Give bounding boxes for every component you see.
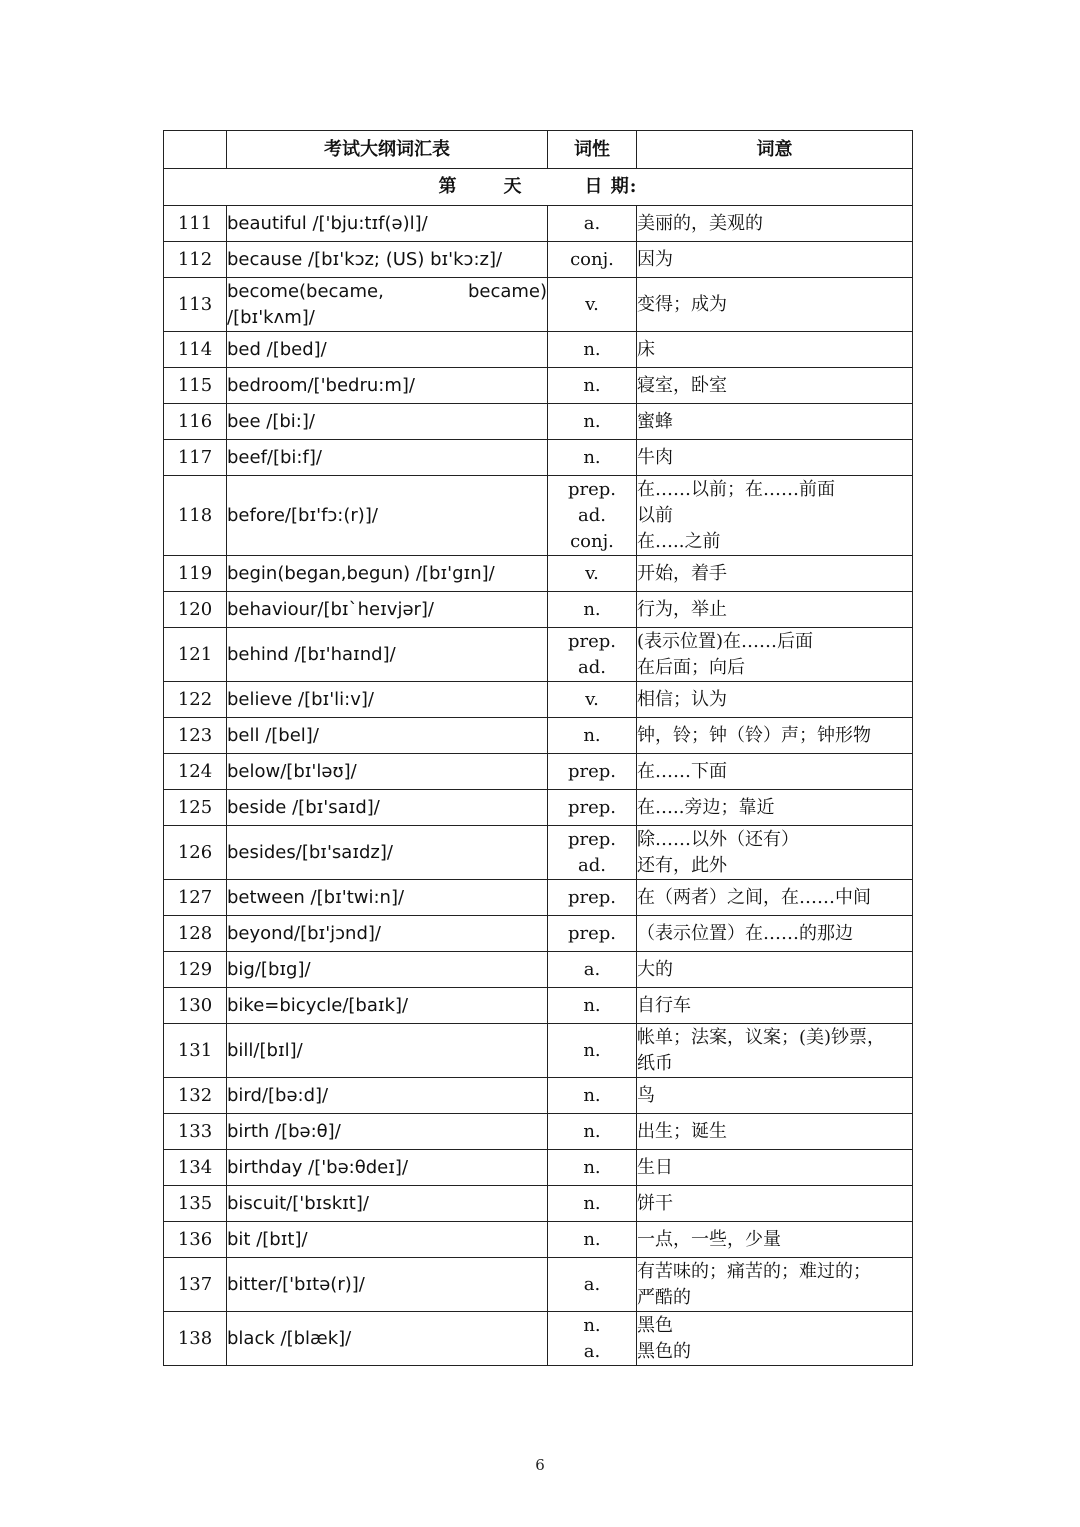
- meaning-text: 在后面；向后: [637, 656, 745, 678]
- pos-cell: [548, 880, 637, 916]
- word-cell: [227, 916, 548, 952]
- vocabulary-body: [164, 206, 913, 1366]
- table-row: [164, 1186, 913, 1222]
- pos-cell: [548, 682, 637, 718]
- word-cell: [227, 790, 548, 826]
- meaning-cell: [637, 242, 913, 278]
- table-row: [164, 1258, 913, 1312]
- row-number: 127: [164, 880, 227, 916]
- word-text: bell /[bel]/: [227, 724, 319, 746]
- row-number: 126: [164, 826, 227, 880]
- pos-text: a.: [583, 1273, 601, 1295]
- header-index: [164, 131, 227, 169]
- word-text: bitter/['bɪtə(r)]/: [227, 1273, 365, 1295]
- pos-text: n.: [583, 1156, 601, 1178]
- header-word: 考试大纲词汇表: [227, 131, 548, 169]
- row-number: 123: [164, 718, 227, 754]
- pos-cell: [548, 556, 637, 592]
- word-cell: [227, 440, 548, 476]
- table-row: [164, 206, 913, 242]
- pos-cell: [548, 952, 637, 988]
- pos-cell: [548, 1258, 637, 1312]
- word-cell: [227, 952, 548, 988]
- word-cell: [227, 1222, 548, 1258]
- table-row: [164, 754, 913, 790]
- row-number: 119: [164, 556, 227, 592]
- row-number: 124: [164, 754, 227, 790]
- pos-cell: [548, 1114, 637, 1150]
- table-row: [164, 988, 913, 1024]
- meaning-text: （表示位置）在……的那边: [637, 922, 853, 944]
- table-row: [164, 1114, 913, 1150]
- word-cell: [227, 1078, 548, 1114]
- word-text: because /[bɪ'kɔz; (US) bɪ'kɔ:z]/: [227, 248, 503, 270]
- table-row: [164, 368, 913, 404]
- pos-text: ad.: [578, 854, 606, 876]
- pos-text: prep.: [567, 478, 617, 500]
- row-number: 120: [164, 592, 227, 628]
- word-text: big/[bɪg]/: [227, 958, 311, 980]
- word-cell: [227, 278, 548, 332]
- row-number: 130: [164, 988, 227, 1024]
- meaning-text: 蜜蜂: [637, 410, 673, 432]
- pos-text: ad.: [578, 504, 606, 526]
- pos-text: n.: [583, 994, 601, 1016]
- meaning-text: 鸟: [637, 1084, 655, 1106]
- pos-text: v.: [585, 293, 599, 315]
- meaning-text: 以前: [637, 504, 673, 526]
- word-text: biscuit/['bɪskɪt]/: [227, 1192, 369, 1214]
- meaning-cell: [637, 718, 913, 754]
- pos-text: n.: [583, 1084, 601, 1106]
- pos-text: conj.: [570, 248, 614, 270]
- word-text: birth /[bə:θ]/: [227, 1120, 341, 1142]
- table-row: [164, 952, 913, 988]
- day-cell: [164, 169, 913, 206]
- word-cell: [227, 556, 548, 592]
- table-row: [164, 404, 913, 440]
- table-row: [164, 278, 913, 332]
- word-cell: [227, 592, 548, 628]
- row-number: 138: [164, 1312, 227, 1366]
- meaning-text: 行为，举止: [637, 598, 727, 620]
- meaning-cell: [637, 790, 913, 826]
- day-suffix: 天: [503, 176, 523, 197]
- pos-cell: [548, 592, 637, 628]
- word-text: beyond/[bɪ'jɔnd]/: [227, 922, 381, 944]
- pos-cell: [548, 206, 637, 242]
- pos-text: conj.: [570, 530, 614, 552]
- meaning-text: 一点，一些，少量: [637, 1228, 781, 1250]
- meaning-cell: [637, 826, 913, 880]
- header-row: [164, 131, 913, 169]
- row-number: 129: [164, 952, 227, 988]
- meaning-cell: [637, 1150, 913, 1186]
- pos-text: n.: [583, 410, 601, 432]
- table-row: [164, 880, 913, 916]
- row-number: 111: [164, 206, 227, 242]
- meaning-text: 开始，着手: [637, 562, 727, 584]
- meaning-text: 在…..旁边；靠近: [637, 796, 775, 818]
- meaning-text: 黑色: [637, 1314, 673, 1336]
- word-text: beside /[bɪ'saɪd]/: [227, 796, 380, 818]
- word-text: bit /[bɪt]/: [227, 1228, 308, 1250]
- meaning-cell: [637, 556, 913, 592]
- pos-cell: [548, 826, 637, 880]
- meaning-text: 在……下面: [637, 760, 727, 782]
- word-cell: [227, 718, 548, 754]
- meaning-text: 黑色的: [637, 1340, 691, 1362]
- word-cell: [227, 988, 548, 1024]
- word-text: believe /[bɪ'li:v]/: [227, 688, 374, 710]
- meaning-text: 美丽的，美观的: [637, 212, 763, 234]
- meaning-cell: [637, 988, 913, 1024]
- pos-text: n.: [583, 1039, 601, 1061]
- row-number: 117: [164, 440, 227, 476]
- meaning-text: 还有，此外: [637, 854, 727, 876]
- row-number: 135: [164, 1186, 227, 1222]
- pos-text: prep.: [567, 760, 617, 782]
- meaning-text: 牛肉: [637, 446, 673, 468]
- row-number: 128: [164, 916, 227, 952]
- pos-cell: [548, 1222, 637, 1258]
- word-cell: [227, 206, 548, 242]
- meaning-text: 在…..之前: [637, 530, 721, 552]
- meaning-cell: [637, 368, 913, 404]
- word-cell: [227, 242, 548, 278]
- pos-text: prep.: [567, 922, 617, 944]
- pos-text: a.: [583, 958, 601, 980]
- word-text: bee /[bi:]/: [227, 410, 315, 432]
- meaning-cell: [637, 880, 913, 916]
- meaning-text: 在（两者）之间，在……中间: [637, 886, 871, 908]
- word-text: behind /[bɪ'haɪnd]/: [227, 643, 396, 665]
- word-cell: [227, 332, 548, 368]
- pos-cell: [548, 278, 637, 332]
- pos-text: n.: [583, 446, 601, 468]
- pos-text: n.: [583, 724, 601, 746]
- row-number: 136: [164, 1222, 227, 1258]
- table-row: [164, 790, 913, 826]
- word-cell: [227, 404, 548, 440]
- meaning-text: 除……以外（还有）: [637, 828, 799, 850]
- table-row: [164, 628, 913, 682]
- word-cell: [227, 1186, 548, 1222]
- pos-cell: [548, 988, 637, 1024]
- meaning-cell: [637, 1078, 913, 1114]
- table-row: [164, 332, 913, 368]
- pos-text: prep.: [567, 886, 617, 908]
- pos-text: ad.: [578, 656, 606, 678]
- word-text: beautiful /['bju:tɪf(ə)l]/: [227, 212, 428, 234]
- row-number: 132: [164, 1078, 227, 1114]
- table-row: [164, 592, 913, 628]
- meaning-cell: [637, 476, 913, 556]
- word-text: between /[bɪ'twi:n]/: [227, 886, 405, 908]
- meaning-cell: [637, 916, 913, 952]
- meaning-cell: [637, 1222, 913, 1258]
- meaning-text: 帐单；法案，议案；(美)钞票，: [637, 1026, 886, 1048]
- header-meaning: 词意: [637, 131, 913, 169]
- meaning-cell: [637, 952, 913, 988]
- meaning-cell: [637, 332, 913, 368]
- word-text: behaviour/[bɪ`heɪvjər]/: [227, 598, 434, 620]
- pos-cell: [548, 1078, 637, 1114]
- word-cell: [227, 1150, 548, 1186]
- pos-cell: [548, 440, 637, 476]
- row-number: 113: [164, 278, 227, 332]
- pos-text: n.: [583, 338, 601, 360]
- header-pos: 词性: [548, 131, 637, 169]
- page-number: 6: [535, 1456, 545, 1474]
- row-number: 134: [164, 1150, 227, 1186]
- word-cell: [227, 368, 548, 404]
- pos-cell: [548, 476, 637, 556]
- word-text: bedroom/['bedru:m]/: [227, 374, 415, 396]
- pos-text: n.: [583, 1228, 601, 1250]
- meaning-text: 床: [637, 338, 655, 360]
- word-cell: [227, 682, 548, 718]
- pos-text: prep.: [567, 630, 617, 652]
- word-cell: [227, 476, 548, 556]
- word-cell: [227, 1024, 548, 1078]
- table-row: [164, 1150, 913, 1186]
- pos-cell: [548, 790, 637, 826]
- meaning-text: 生日: [637, 1156, 673, 1178]
- word-cell: [227, 628, 548, 682]
- word-cell: [227, 754, 548, 790]
- meaning-text: 严酷的: [637, 1286, 691, 1308]
- meaning-cell: [637, 628, 913, 682]
- meaning-cell: [637, 682, 913, 718]
- meaning-cell: [637, 1312, 913, 1366]
- row-number: 116: [164, 404, 227, 440]
- word-cell: [227, 1312, 548, 1366]
- meaning-text: (表示位置)在……后面: [637, 630, 814, 652]
- pos-text: prep.: [567, 796, 617, 818]
- word-text: black /[blæk]/: [227, 1327, 352, 1349]
- pos-cell: [548, 1150, 637, 1186]
- day-row: [164, 169, 913, 206]
- meaning-text: 变得；成为: [637, 293, 727, 315]
- meaning-cell: [637, 1024, 913, 1078]
- pos-cell: [548, 368, 637, 404]
- word-text: begin(began,begun) /[bɪ'gɪn]/: [227, 562, 495, 584]
- word-text: bill/[bɪl]/: [227, 1039, 303, 1061]
- table-row: [164, 682, 913, 718]
- row-number: 118: [164, 476, 227, 556]
- meaning-cell: [637, 206, 913, 242]
- row-number: 125: [164, 790, 227, 826]
- meaning-cell: [637, 1186, 913, 1222]
- table-row: [164, 1222, 913, 1258]
- meaning-cell: [637, 278, 913, 332]
- vocabulary-table: [163, 130, 913, 1366]
- meaning-text: 出生；诞生: [637, 1120, 727, 1142]
- row-number: 112: [164, 242, 227, 278]
- pos-text: n.: [583, 1120, 601, 1142]
- pos-cell: [548, 1024, 637, 1078]
- word-text: /[bɪ'kʌm]/: [227, 306, 315, 328]
- row-number: 122: [164, 682, 227, 718]
- pos-text: n.: [583, 1192, 601, 1214]
- row-number: 115: [164, 368, 227, 404]
- pos-cell: [548, 718, 637, 754]
- word-text: besides/[bɪ'saɪdz]/: [227, 841, 393, 863]
- table-row: [164, 1078, 913, 1114]
- row-number: 137: [164, 1258, 227, 1312]
- meaning-cell: [637, 1114, 913, 1150]
- word-cell: [227, 1258, 548, 1312]
- pos-cell: [548, 754, 637, 790]
- pos-cell: [548, 1312, 637, 1366]
- word-text: bird/[bə:d]/: [227, 1084, 329, 1106]
- meaning-cell: [637, 1258, 913, 1312]
- word-text: below/[bɪ'ləʊ]/: [227, 760, 357, 782]
- table-row: [164, 718, 913, 754]
- table-row: [164, 440, 913, 476]
- word-cell: [227, 880, 548, 916]
- word-cell: [227, 826, 548, 880]
- pos-cell: [548, 242, 637, 278]
- meaning-text: 大的: [637, 958, 673, 980]
- meaning-cell: [637, 592, 913, 628]
- pos-text: n.: [583, 374, 601, 396]
- word-text: bike=bicycle/[baɪk]/: [227, 994, 409, 1016]
- pos-cell: [548, 404, 637, 440]
- row-number: 114: [164, 332, 227, 368]
- table-row: [164, 242, 913, 278]
- meaning-text: 纸币: [637, 1052, 673, 1074]
- row-number: 133: [164, 1114, 227, 1150]
- pos-text: n.: [583, 598, 601, 620]
- date-label: 日 期:: [584, 176, 638, 197]
- pos-cell: [548, 628, 637, 682]
- meaning-text: 有苦味的；痛苦的；难过的；: [637, 1260, 871, 1282]
- meaning-cell: [637, 754, 913, 790]
- day-prefix: 第: [438, 176, 458, 197]
- word-text: birthday /['bə:θdeɪ]/: [227, 1156, 409, 1178]
- table-row: [164, 1024, 913, 1078]
- meaning-text: 钟，铃；钟（铃）声；钟形物: [637, 724, 871, 746]
- pos-text: v.: [585, 562, 599, 584]
- table-row: [164, 1312, 913, 1366]
- pos-text: a.: [583, 212, 601, 234]
- meaning-cell: [637, 404, 913, 440]
- table-row: [164, 826, 913, 880]
- word-text: before/[bɪ'fɔ:(r)]/: [227, 504, 378, 526]
- meaning-cell: [637, 440, 913, 476]
- pos-cell: [548, 332, 637, 368]
- meaning-text: 饼干: [637, 1192, 673, 1214]
- row-number: 121: [164, 628, 227, 682]
- word-text: bed /[bed]/: [227, 338, 327, 360]
- meaning-text: 自行车: [637, 994, 691, 1016]
- word-cell: [227, 1114, 548, 1150]
- pos-text: n.: [583, 1314, 601, 1336]
- word-text: become(became, became): [227, 280, 547, 302]
- pos-cell: [548, 1186, 637, 1222]
- pos-text: v.: [585, 688, 599, 710]
- pos-text: prep.: [567, 828, 617, 850]
- table-row: [164, 916, 913, 952]
- table-row: [164, 556, 913, 592]
- meaning-text: 寝室，卧室: [637, 374, 727, 396]
- table-row: [164, 476, 913, 556]
- meaning-text: 在……以前；在……前面: [637, 478, 835, 500]
- meaning-text: 相信；认为: [637, 688, 727, 710]
- row-number: 131: [164, 1024, 227, 1078]
- meaning-text: 因为: [637, 248, 673, 270]
- word-text: beef/[bi:f]/: [227, 446, 322, 468]
- pos-cell: [548, 916, 637, 952]
- pos-text: a.: [583, 1340, 601, 1362]
